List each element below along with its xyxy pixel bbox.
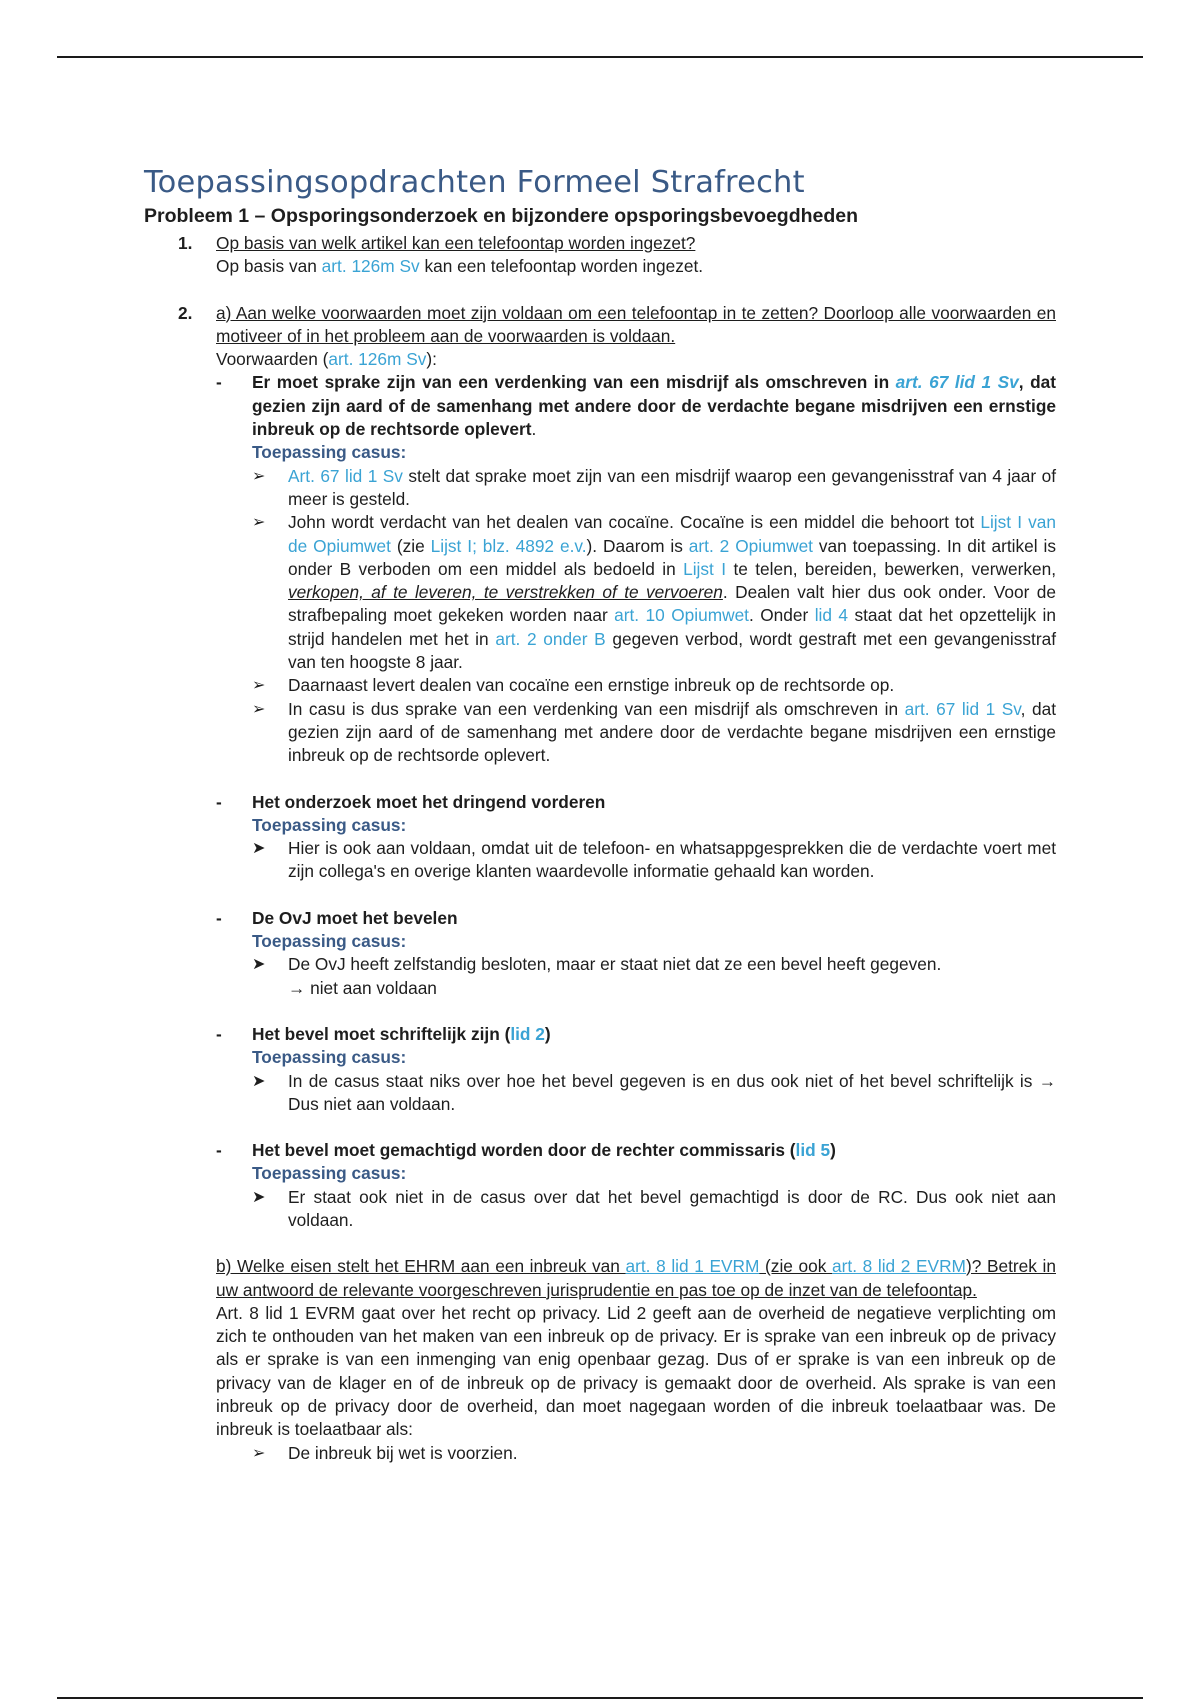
arrow-bullet-icon: ➤: [252, 1072, 266, 1090]
argument-item: ➤ Er staat ook niet in de casus over dat het bevel gemachtigd is door de RC. Dus ook niet aan voldaan.: [252, 1186, 1056, 1230]
arrow-bullet-icon: ➢: [252, 700, 266, 718]
argument-item: ➢ In casu is dus sprake van een verdenking van een misdrijf als omschreven in art. 67 lid 1 Sv, dat gezien zijn aard of de samenhang met andere door de verdachte begane misdrijven een ernstige inbreuk op de rechtsorde oplevert.: [252, 698, 1056, 766]
header-rule: [57, 56, 1143, 58]
article-link[interactable]: art. 67 lid 1 Sv: [904, 698, 1021, 719]
voorwaarden-label: Voorwaarden (art. 126m Sv):: [216, 349, 437, 370]
dash-bullet: -: [216, 791, 222, 812]
question-number: 2.: [178, 302, 193, 323]
question-2: [178, 302, 1057, 1465]
argument-item: ➢ Art. 67 lid 1 Sv stelt dat sprake moet zijn van een misdrijf waarop een gevangenisstraf van 4 jaar of meer is gesteld.: [252, 465, 1056, 509]
article-link[interactable]: lid 5: [795, 1140, 831, 1161]
article-link[interactable]: lid 4: [814, 605, 849, 626]
arrow-bullet-icon: ➤: [252, 1188, 266, 1206]
problem-heading: Probleem 1 – Opsporingsonderzoek en bijzondere opsporingsbevoegdheden: [144, 205, 859, 227]
dash-bullet: -: [216, 907, 222, 928]
article-link[interactable]: art. 10 Opiumwet: [614, 605, 749, 626]
article-link[interactable]: art. 8 lid 1 EVRM: [625, 1256, 760, 1277]
condition-3-heading: De OvJ moet het bevelen: [252, 907, 458, 928]
question-1: [178, 232, 1056, 279]
arrow-bullet-icon: ➢: [252, 1444, 266, 1462]
answer-1: Op basis van art. 126m Sv kan een telefoontap worden ingezet.: [216, 256, 704, 277]
dash-bullet: -: [216, 372, 222, 393]
condition-1: [216, 371, 1057, 767]
arrow-bullet-icon: ➢: [252, 677, 266, 695]
argument-item: ➢ John wordt verdacht van het dealen van cocaïne. Cocaïne is een middel die behoort tot Lijst I van de Opiumwet (zie Lijst I; blz. 4892 e.v.). Daarom is art. 2 Opiumwet van toepassing. In dit artikel is onder B verboden om een middel als bedoeld in Lijst I te telen, bereiden, bewerken, verwerken, verkopen, af te leveren, te verstrekken of te vervoeren. Dealen valt hier dus ook onder. Voor de strafbepaling moet gekeken worden naar art. 10 Opiumwet. Onder lid 4 staat dat het opzettelijk in strijd handelen met het in art. 2 onder B gegeven verbod, wordt gestraft met een gevangenisstraf van ten hoogste 8 jaar.: [252, 512, 1057, 673]
question-2b-text: b) Welke eisen stelt het EHRM aan een inbreuk van art. 8 lid 1 EVRM (zie ook art. 8 lid 2 EVRM)? Betrek in uw antwoord de relevante voorgeschreven jurisprudentie en pas toe op de inzet van de telefoontap.: [216, 1256, 1056, 1300]
dash-bullet: -: [216, 1023, 222, 1044]
condition-2: [216, 791, 1056, 884]
article-link[interactable]: art. 8 lid 2 EVRM: [832, 1256, 966, 1277]
article-link[interactable]: lid 2: [510, 1023, 545, 1044]
article-link[interactable]: Lijst I: [683, 558, 727, 579]
article-link[interactable]: Art. 67 lid 1 Sv: [288, 465, 403, 486]
article-link[interactable]: art. 126m Sv: [321, 256, 420, 277]
arrow-bullet-icon: ➤: [252, 956, 266, 974]
dash-bullet: -: [216, 1140, 222, 1161]
toepassing-label: Toepassing casus:: [252, 931, 407, 952]
argument-item: ➤ Hier is ook aan voldaan, omdat uit de telefoon- en whatsappgesprekken die de verdachte voert met zijn collega's en overige klanten waardevolle informatie gehaald kan worden.: [252, 838, 1056, 882]
argument-item: ➤ In de casus staat niks over hoe het bevel gegeven is en dus ook niet of het bevel schriftelijk is → Dus niet aan voldaan.: [252, 1070, 1056, 1114]
article-link[interactable]: art. 2 Opiumwet: [688, 535, 813, 556]
condition-2-heading: Het onderzoek moet het dringend vorderen: [252, 791, 606, 812]
article-link[interactable]: art. 2 onder B: [495, 628, 606, 649]
article-link[interactable]: Lijst I van de Opiumwet: [288, 512, 1056, 556]
condition-4-heading: Het bevel moet schriftelijk zijn (lid 2): [252, 1023, 551, 1044]
arrow-bullet-icon: ➢: [252, 467, 266, 485]
emphasis-text: verkopen, af te leveren, te verstrekken of te vervoeren: [288, 582, 723, 603]
footer-rule: [57, 1697, 1143, 1699]
question-number: 1.: [178, 233, 193, 253]
toepassing-label: Toepassing casus:: [252, 442, 407, 463]
toepassing-label: Toepassing casus:: [252, 1047, 407, 1068]
document-body: [144, 164, 1056, 1465]
condition-4: [216, 1023, 1056, 1116]
question-2a-text: a) Aan welke voorwaarden moet zijn voldaan om een telefoontap in te zetten? Doorloop alle voorwaarden en motiveer of in het probleem aan de voorwaarden is voldaan.: [216, 302, 1056, 346]
question-1-text: Op basis van welk artikel kan een telefoontap worden ingezet?: [216, 233, 696, 253]
argument-item: ➢ Daarnaast levert dealen van cocaïne een ernstige inbreuk op de rechtsorde op.: [252, 674, 1056, 697]
answer-2b: Art. 8 lid 1 EVRM gaat over het recht op privacy. Lid 2 geeft aan de overheid de negatieve verplichting om zich te onthouden van het maken van een inbreuk op de privacy. Er is sprake van een inbreuk op de privacy als er sprake is van een inmenging van enig openbaar gezag. Dus of er sprake is van een inbreuk op de privacy van de klager en of de inbreuk op de privacy is gemaakt door de overheid. Als sprake is van een inbreuk op de privacy door de overheid, dan moet nagegaan worden of die inbreuk toelaatbaar was. De inbreuk is toelaatbaar als:: [216, 1302, 1056, 1440]
condition-5: [216, 1139, 1056, 1232]
page-title: Toepassingsopdrachten Formeel Strafrecht: [144, 165, 805, 200]
argument-item: ➢ De inbreuk bij wet is voorzien.: [252, 1442, 1056, 1465]
toepassing-label: Toepassing casus:: [252, 1163, 407, 1184]
condition-1-heading: Er moet sprake zijn van een verdenking van een misdrijf als omschreven in art. 67 lid 1 Sv, dat gezien zijn aard of de samenhang met andere door de verdachte begane misdrijven een ernstige inbreuk op de rechtsorde oplevert.: [252, 372, 1056, 440]
condition-3: [216, 907, 1056, 1000]
article-link[interactable]: art. 126m Sv: [328, 349, 427, 370]
toepassing-label: Toepassing casus:: [252, 814, 407, 835]
arrow-bullet-icon: ➤: [252, 840, 266, 858]
condition-5-heading: Het bevel moet gemachtigd worden door de rechter commissaris (lid 5): [252, 1140, 836, 1161]
article-link[interactable]: art. 67 lid 1 Sv: [895, 372, 1019, 393]
argument-item: ➤ De OvJ heeft zelfstandig besloten, maar er staat niet dat ze een bevel heeft gegeven. → niet aan voldaan: [252, 954, 942, 998]
article-link[interactable]: Lijst I; blz. 4892 e.v.: [430, 535, 587, 556]
arrow-bullet-icon: ➢: [252, 514, 266, 532]
